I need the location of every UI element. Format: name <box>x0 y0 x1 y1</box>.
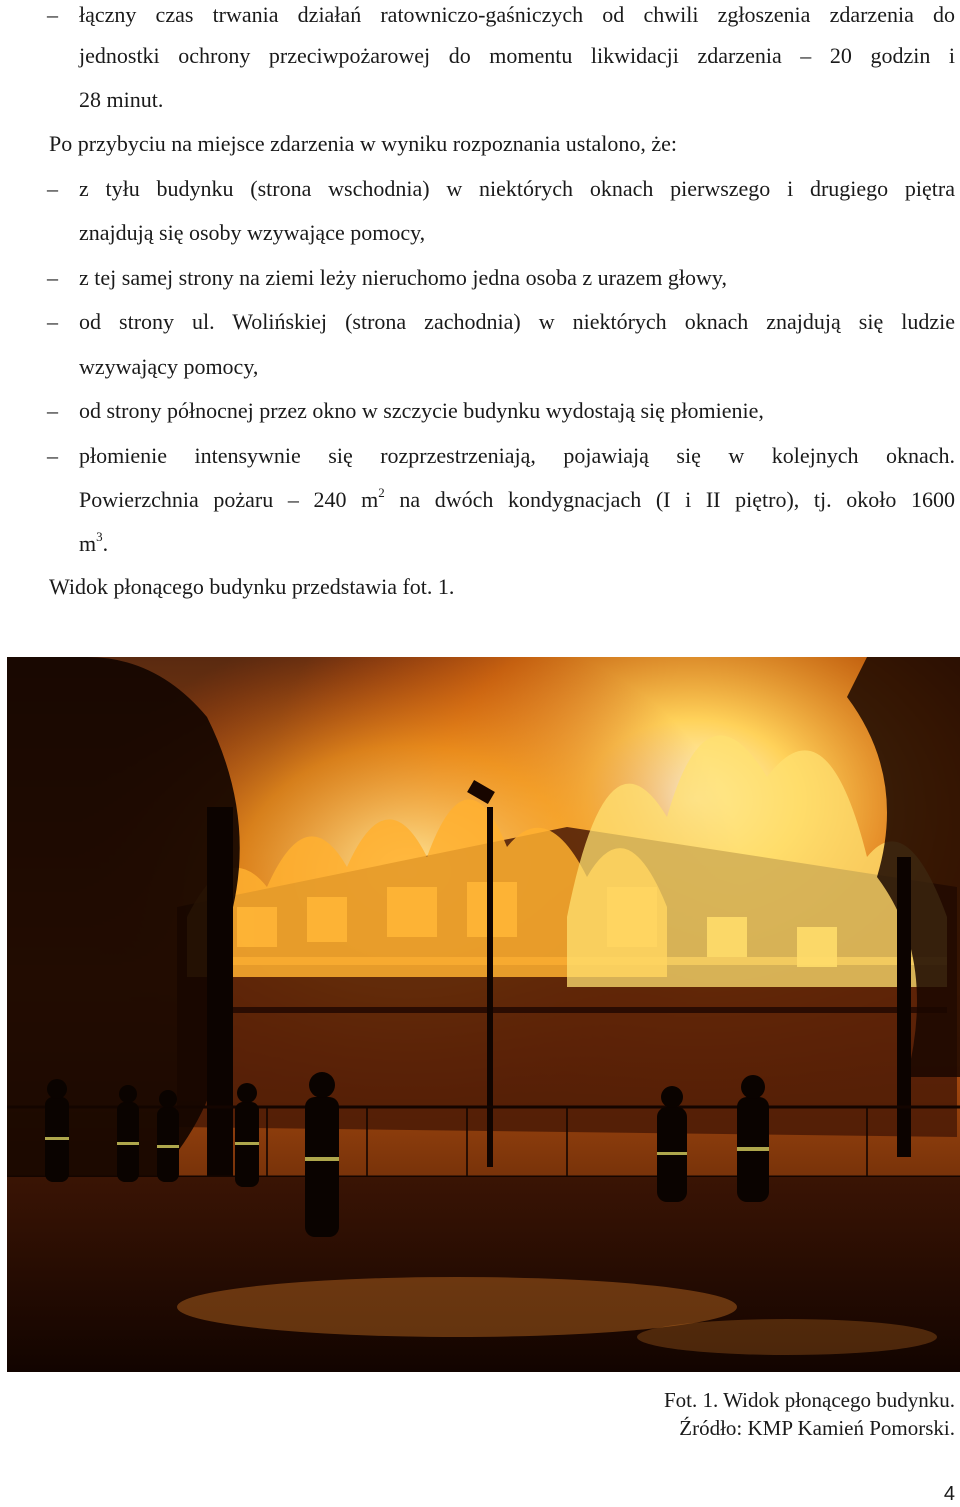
bullet-dash: – <box>47 2 58 27</box>
text-line: od strony ul. Wolińskiej (strona zachodnia) w niektórych oknach znajdują się ludzie <box>79 309 955 334</box>
text-line: $m^3$. <box>79 529 109 556</box>
text-line: z tej samej strony na ziemi leży nieruchomo jedna osoba z urazem głowy, <box>79 265 727 290</box>
text-line: wzywający pomocy, <box>79 354 259 379</box>
bullet-dash: – <box>47 443 58 468</box>
text-line: Powierzchnia pożaru – 240 $m^2$ na dwóch kondygnacjach (I i II piętro), tj. około 1600 <box>79 485 955 512</box>
text-line: płomienie intensywnie się rozprzestrzeniają, pojawiają się w kolejnych oknach. <box>79 443 955 468</box>
intro-paragraph: Po przybyciu na miejsce zdarzenia w wyniku rozpoznania ustalono, że: <box>49 131 677 156</box>
bullet-dash: – <box>47 309 58 334</box>
burning-building-photo <box>7 657 960 1372</box>
text-line: 28 minut. <box>79 87 164 112</box>
photo-caption: Fot. 1. Widok płonącego budynku. <box>664 1388 955 1412</box>
bullet-dash: – <box>47 176 58 201</box>
text-line: od strony północnej przez okno w szczycie budynku wydostają się płomienie, <box>79 398 764 423</box>
text-line: znajdują się osoby wzywające pomocy, <box>79 220 426 245</box>
photo-source: Źródło: KMP Kamień Pomorski. <box>679 1416 955 1440</box>
page-number: 4 <box>943 1483 955 1505</box>
text-line: jednostki ochrony przeciwpożarowej do momentu likwidacji zdarzenia – 20 godzin i <box>79 43 955 68</box>
photo-reference: Widok płonącego budynku przedstawia fot. 1. <box>49 574 455 599</box>
bullet-dash: – <box>47 398 58 423</box>
bullet-dash: – <box>47 265 58 290</box>
text-line: z tyłu budynku (strona wschodnia) w niektórych oknach pierwszego i drugiego piętra <box>79 176 955 201</box>
text-line: łączny czas trwania działań ratowniczo-gaśniczych od chwili zgłoszenia zdarzenia do <box>79 2 955 27</box>
